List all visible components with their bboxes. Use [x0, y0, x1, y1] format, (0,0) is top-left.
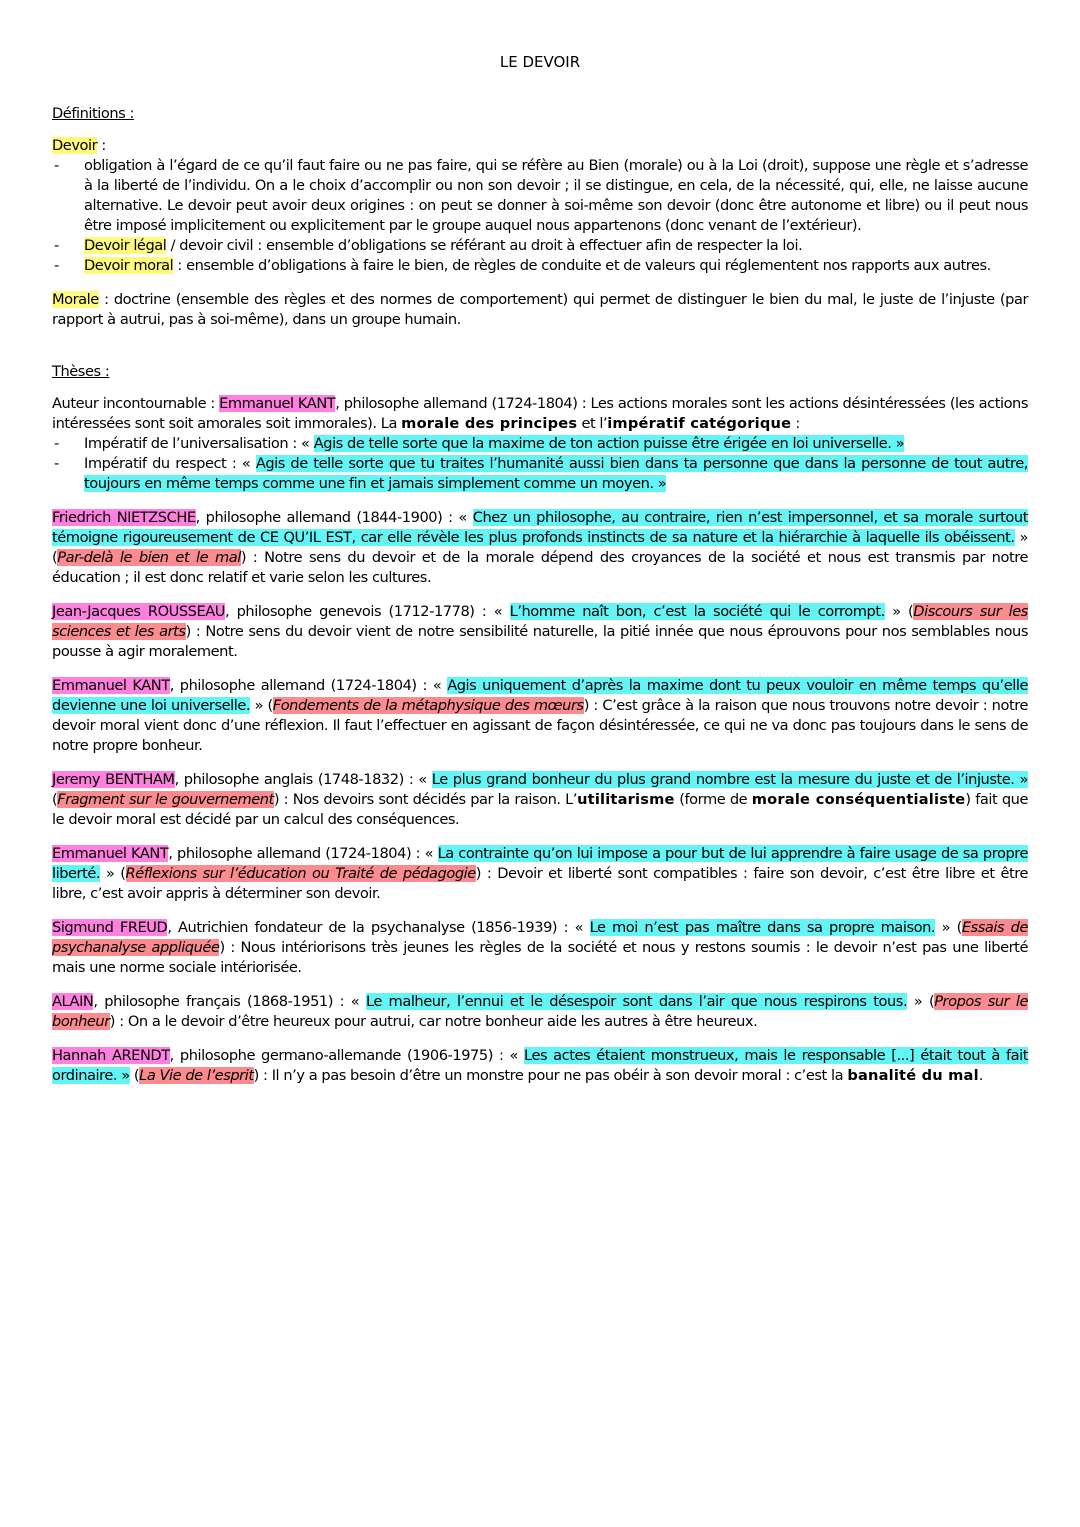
key-concept: utilitarisme [577, 791, 675, 808]
devoir-list [52, 156, 1028, 276]
thesis-kant-education: Emmanuel KANT, philosophe allemand (1724-1804) : « La contrainte qu’on lui impose a pour but de lui apprendre à faire usage de sa propre liberté. » (Réflexions sur l’éducation ou Traité de pédagogie) : Devoir et liberté sont compatibles : faire son devoir, c’est être libre et être libre, c’est avoir appris à déterminer son devoir. [52, 845, 1029, 902]
author-name: Jean-Jacques ROUSSEAU [52, 603, 226, 620]
work-title: La Vie de l’esprit [139, 1067, 254, 1084]
author-name: Hannah ARENDT [52, 1047, 170, 1064]
key-concept: morale conséquentialiste [751, 791, 966, 808]
author-name: Jeremy BENTHAM [52, 771, 175, 788]
thesis-rousseau: Jean-Jacques ROUSSEAU, philosophe genevois (1712-1778) : « L’homme naît bon, c’est la société qui le corrompt. » (Discours sur les sciences et les arts) : Notre sens du devoir vient de notre sensibilité naturelle, la pitié innée que nous éprouvons pour nos semblables nous pousse à agir moralement. [52, 603, 1028, 660]
quote: Le moi n’est pas maître dans sa propre maison. [589, 919, 936, 936]
list-item: - Impératif du respect : « Agis de telle sorte que tu traites l’humanité aussi bien dans ta personne que dans la personne de tout autre, toujours en même temps comme une fin et jamais simplement comme un moyen. » [52, 454, 1028, 494]
quote: Les actes étaient monstrueux, mais le responsable [...] était tout à fait ordinaire. » [52, 1047, 1029, 1084]
theses-section [52, 362, 1028, 1086]
author-name: Friedrich NIETZSCHE [52, 509, 196, 526]
devoir-term: Devoir [52, 137, 98, 154]
quote: Chez un philosophe, au contraire, rien n’est impersonnel, et sa morale surtout témoigne rigoureusement de CE QU’IL EST, car elle révèle les plus profonds instincts de sa nature et la hiérarchie à laquelle ils obéissent. [52, 509, 1028, 546]
morale-definition: Morale : doctrine (ensemble des règles et des normes de comportement) qui permet de distinguer le bien du mal, le juste de l’injuste (par rapport à autrui, pas à soi-même), dans un groupe humain. [52, 291, 1028, 328]
work-title: Discours sur les sciences et les arts [52, 603, 1028, 640]
author-name: Emmanuel KANT [52, 845, 169, 862]
morale-term: Morale [52, 291, 99, 308]
work-title: Fondements de la métaphysique des mœurs [272, 697, 584, 714]
list-item: - Impératif de l’universalisation : « Agis de telle sorte que la maxime de ton action puisse être érigée en loi universelle. » [52, 434, 1028, 454]
work-title: Par-delà le bien et le mal [57, 549, 241, 566]
thesis-alain: ALAIN, philosophe français (1868-1951) : « Le malheur, l’ennui et le désespoir sont dans l’air que nous respirons tous. » (Propos sur le bonheur) : On a le devoir d’être heureux pour autrui, car notre bonheur aide les autres à être heureux. [52, 993, 1028, 1030]
thesis-kant-maxime: Emmanuel KANT, philosophe allemand (1724-1804) : « Agis uniquement d’après la maxime dont tu peux vouloir en même temps qu’elle devienne une loi universelle. » (Fondements de la métaphysique des mœurs) : C’est grâce à la raison que nous trouvons notre devoir : notre devoir moral vient donc d’une réflexion. Il faut l’effectuer en agissant de façon désintéressée, ce qui ne va donc pas toujours dans le sens de notre propre bonheur. [52, 677, 1028, 754]
quote: L’homme naît bon, c’est la société qui le corrompt. [509, 603, 885, 620]
quote: Agis de telle sorte que tu traites l’humanité aussi bien dans ta personne que dans la personne de tout autre, toujours en même temps comme une fin et jamais simplement comme un moyen. » [84, 455, 1028, 492]
list-item: - Devoir légal / devoir civil : ensemble d’obligations se référant au droit à effectuer afin de respecter la loi. [52, 236, 1028, 256]
thesis-freud: Sigmund FREUD, Autrichien fondateur de la psychanalyse (1856-1939) : « Le moi n’est pas maître dans sa propre maison. » (Essais de psychanalyse appliquée) : Nous intériorisons très jeunes les règles de la société et nous y restons soumis : le devoir n’est pas une liberté mais une norme sociale intériorisée. [52, 919, 1028, 976]
quote: La contrainte qu’on lui impose a pour but de lui apprendre à faire usage de sa propre liberté. [52, 845, 1029, 882]
devoir-moral-term: Devoir moral [84, 257, 174, 274]
devoir-legal-term: Devoir légal [84, 237, 167, 254]
key-concept: morale des principes [401, 415, 578, 432]
definitions-heading: Définitions : [52, 105, 134, 122]
imperatives-list [52, 434, 1028, 494]
quote: Le plus grand bonheur du plus grand nombre est la mesure du juste et de l’injuste. » [431, 771, 1028, 788]
quote: Agis uniquement d’après la maxime dont tu peux vouloir en même temps qu’elle devienne une loi universelle. [52, 677, 1028, 714]
work-title: Réflexions sur l’éducation ou Traité de pédagogie [125, 865, 476, 882]
work-title: Essais de psychanalyse appliquée [52, 919, 1028, 956]
key-concept: banalité du mal [847, 1067, 979, 1084]
author-name: Emmanuel KANT [219, 395, 336, 412]
devoir-term-line: Devoir : [52, 137, 106, 154]
thesis-arendt: Hannah ARENDT, philosophe germano-allemande (1906-1975) : « Les actes étaient monstrueux, mais le responsable [...] était tout à fait ordinaire. » (La Vie de l’esprit) : Il n’y a pas besoin d’être un monstre pour ne pas obéir à son devoir moral : c’est la banalité du mal. [52, 1047, 1029, 1084]
theses-heading: Thèses : [52, 363, 110, 380]
author-name: ALAIN [52, 993, 94, 1010]
definitions-section [52, 104, 1028, 330]
author-name: Emmanuel KANT [52, 677, 170, 694]
document-title: LE DEVOIR [499, 53, 581, 71]
thesis-nietzsche: Friedrich NIETZSCHE, philosophe allemand (1844-1900) : « Chez un philosophe, au contraire, rien n’est impersonnel, et sa morale surtout témoigne rigoureusement de CE QU’IL EST, car elle révèle les plus profonds instincts de sa nature et la hiérarchie à laquelle ils obéissent. » (Par-delà le bien et le mal) : Notre sens du devoir et de la morale dépend des croyances de la société et nous est transmis par notre éducation ; il est donc relatif et varie selon les cultures. [52, 509, 1028, 586]
work-title: Fragment sur le gouvernement [57, 791, 274, 808]
quote: Agis de telle sorte que la maxime de ton action puisse être érigée en loi universelle. » [313, 435, 905, 452]
author-name: Sigmund FREUD [52, 919, 168, 936]
thesis-bentham: Jeremy BENTHAM, philosophe anglais (1748-1832) : « Le plus grand bonheur du plus grand nombre est la mesure du juste et de l’injuste. » (Fragment sur le gouvernement) : Nos devoirs sont décidés par la raison. L’utilitarisme (forme de morale conséquentialiste) fait que le devoir moral est décidé par un calcul des conséquences. [52, 771, 1028, 828]
thesis-kant-intro: Auteur incontournable : Emmanuel KANT, philosophe allemand (1724-1804) : Les actions morales sont les actions désintéressées (les actions intéressées sont soit amorales soit immorales). La morale des principes et l’impératif catégorique : - Impératif de l’universalisation : « Agis de telle sorte que la maxime de ton action puisse être érigée en loi universelle. » - Impératif du respect : « Agis de telle sorte que tu traites l’humanité aussi bien dans ta personne que dans la personne de tout autre, toujours en même temps comme une fin et jamais simplement comme un moyen. » [52, 394, 1028, 494]
key-concept: impératif catégorique [607, 415, 792, 432]
work-title: Propos sur le bonheur [52, 993, 1028, 1030]
quote: Le malheur, l’ennui et le désespoir sont dans l’air que nous respirons tous. [365, 993, 908, 1010]
list-item: - Devoir moral : ensemble d’obligations à faire le bien, de règles de conduite et de valeurs qui réglementent nos rapports aux autres. [52, 256, 1028, 276]
list-item: - obligation à l’égard de ce qu’il faut faire ou ne pas faire, qui se réfère au Bien (morale) ou à la Loi (droit), suppose une règle et s’adresse à la liberté de l’individu. On a le choix d’accomplir ou non son devoir ; il se distingue, en cela, de la nécessité, qui, elle, ne laisse aucune alternative. Le devoir peut avoir deux origines : on peut se donner à soi-même son devoir (donc être autonome et libre) ou il peut nous être imposé implicitement ou explicitement par le groupe auquel nous appartenons (donc venant de l’extérieur). [52, 156, 1028, 236]
